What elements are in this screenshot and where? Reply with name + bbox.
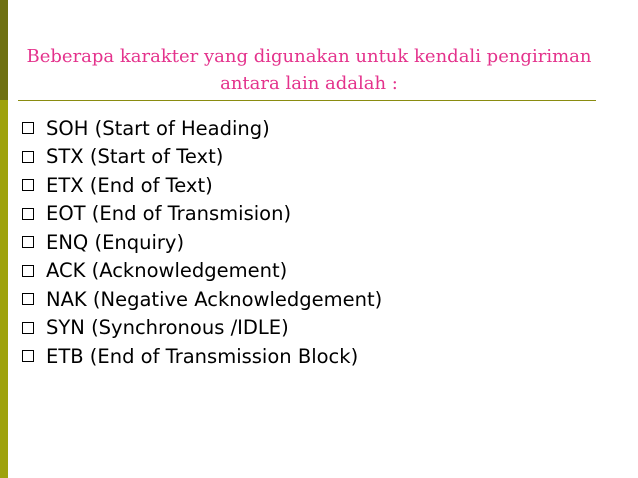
list-item [22, 314, 382, 343]
list-item [22, 228, 382, 257]
bullet-list [22, 114, 382, 371]
list-item-text: NAK (Negative Acknowledgement) [46, 287, 383, 311]
list-item-text: ETX (End of Text) [46, 173, 213, 197]
side-bar-dark [0, 0, 8, 100]
title-divider [18, 100, 596, 101]
list-item-text: SYN (Synchronous /IDLE) [46, 316, 289, 340]
slide-title [14, 43, 604, 97]
square-bullet-icon [22, 122, 34, 134]
list-item [22, 285, 382, 314]
list-item-text: STX (Start of Text) [46, 145, 224, 169]
square-bullet-icon [22, 293, 34, 305]
list-item [22, 143, 382, 172]
square-bullet-icon [22, 265, 34, 277]
list-item-text: ENQ (Enquiry) [46, 230, 185, 254]
square-bullet-icon [22, 208, 34, 220]
slide-title-line-2: antara lain adalah : [220, 73, 398, 94]
list-item-text: ETB (End of Transmission Block) [46, 344, 359, 368]
square-bullet-icon [22, 236, 34, 248]
list-item [22, 257, 382, 286]
square-bullet-icon [22, 179, 34, 191]
square-bullet-icon [22, 350, 34, 362]
list-item [22, 200, 382, 229]
side-bar-light [0, 100, 8, 478]
list-item-text: EOT (End of Transmision) [46, 202, 292, 226]
square-bullet-icon [22, 322, 34, 334]
square-bullet-icon [22, 151, 34, 163]
list-item [22, 114, 382, 143]
list-item [22, 171, 382, 200]
slide-title-line-1: Beberapa karakter yang digunakan untuk kendali pengiriman [26, 46, 592, 67]
list-item-text: SOH (Start of Heading) [46, 116, 270, 140]
list-item-text: ACK (Acknowledgement) [46, 259, 288, 283]
list-item [22, 342, 382, 371]
